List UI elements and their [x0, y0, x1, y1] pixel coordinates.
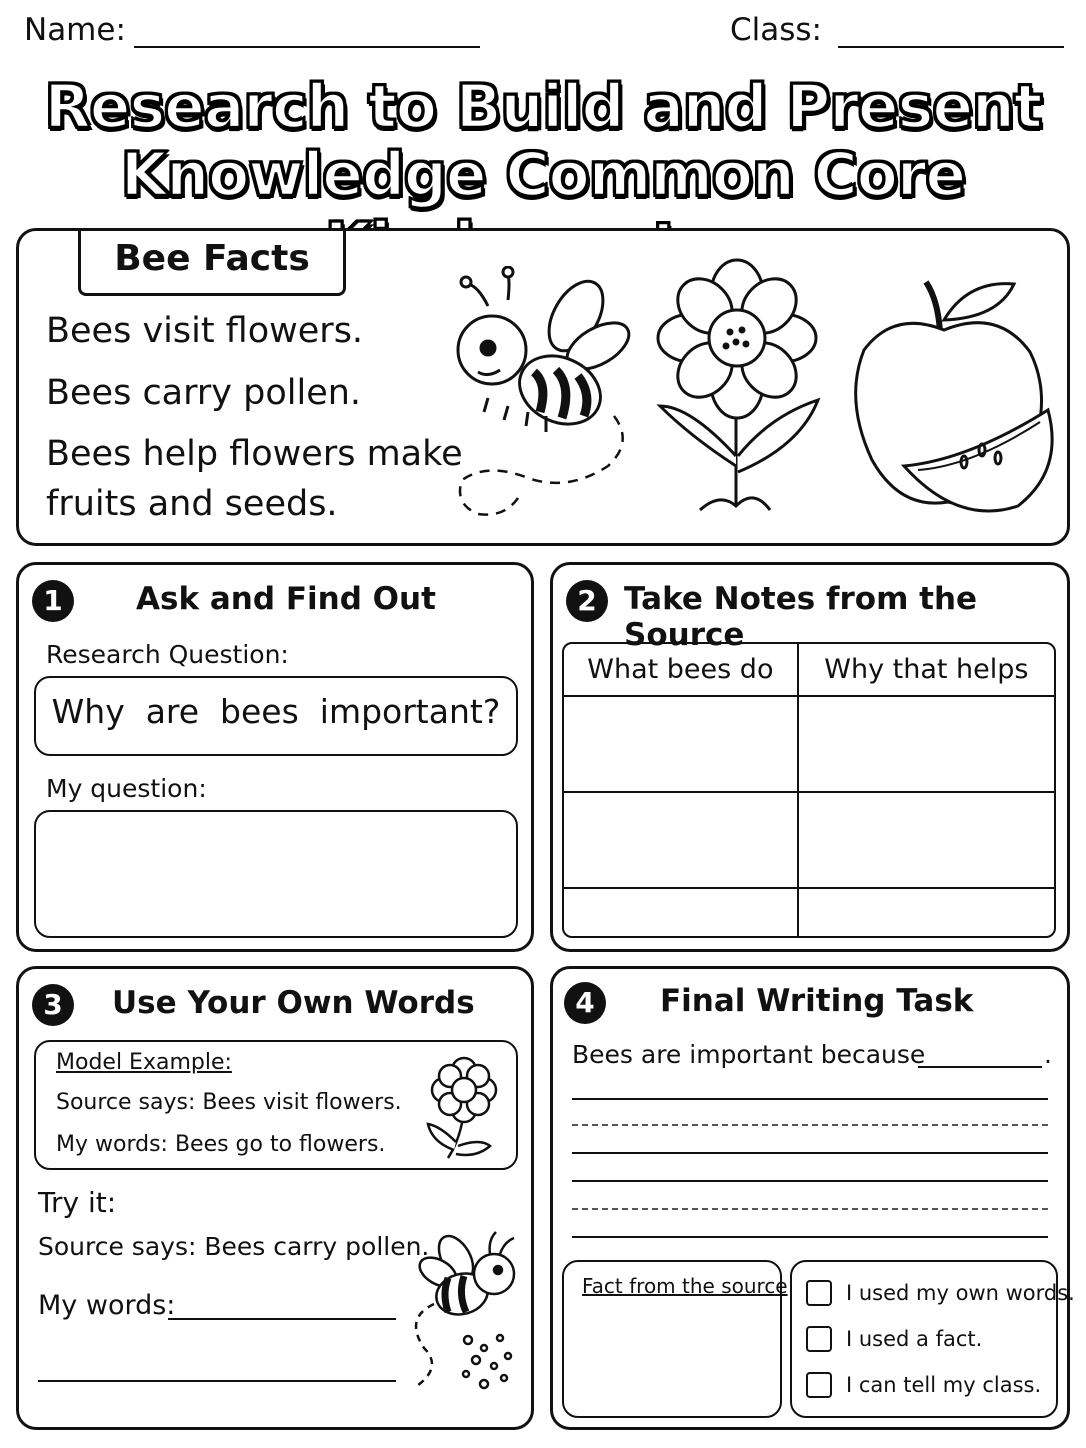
checkbox-used-fact[interactable]: [806, 1326, 832, 1352]
flower-icon: [650, 256, 825, 516]
research-question-label: Research Question:: [46, 640, 289, 669]
notes-cell[interactable]: [564, 696, 798, 792]
class-line[interactable]: [838, 46, 1064, 48]
section-1-title: Ask and Find Out: [136, 581, 436, 617]
section-2-number: 2: [566, 580, 608, 622]
name-label: Name:: [24, 12, 126, 48]
notes-header-what: What bees do: [564, 644, 798, 696]
checklist-item-3: I can tell my class.: [846, 1373, 1042, 1397]
page-title-line-2: Knowledge Common Core: [120, 140, 966, 210]
writing-line-4[interactable]: [572, 1236, 1048, 1238]
checkbox-own-words[interactable]: [806, 1280, 832, 1306]
fact-line-2: Bees carry pollen.: [46, 373, 362, 413]
notes-cell[interactable]: [798, 696, 1054, 792]
section-3-title: Use Your Own Words: [112, 985, 475, 1021]
section-4-number: 4: [564, 982, 606, 1024]
small-flower-icon: [420, 1054, 504, 1164]
fact-line-4: fruits and seeds.: [46, 484, 338, 524]
writing-dash-1: [572, 1124, 1048, 1126]
small-bee-icon: [404, 1228, 524, 1400]
my-question-input[interactable]: [34, 810, 518, 938]
section-4-title: Final Writing Task: [660, 983, 974, 1019]
section-3-number: 3: [32, 984, 74, 1026]
notes-header-why: Why that helps: [798, 644, 1054, 696]
model-words-text: My words: Bees go to flowers.: [56, 1132, 386, 1157]
try-source-text: Source says: Bees carry pollen.: [38, 1232, 430, 1261]
writing-prompt: Bees are important because: [572, 1040, 926, 1069]
research-question-text: Why are bees important?: [51, 692, 501, 731]
notes-table: [562, 642, 1056, 938]
notes-cell[interactable]: [564, 888, 798, 936]
notes-cell[interactable]: [564, 792, 798, 888]
checklist-item-1: I used my own words.: [846, 1281, 1075, 1305]
writing-line-3[interactable]: [572, 1180, 1048, 1182]
prompt-period: .: [1044, 1040, 1052, 1069]
my-words-label: My words:: [38, 1290, 176, 1321]
writing-line-2[interactable]: [572, 1152, 1048, 1154]
fact-line-3: Bees help flowers make: [46, 434, 463, 474]
page-title-line-1: Research to Build and Present: [44, 72, 1042, 142]
try-it-label: Try it:: [38, 1186, 117, 1219]
writing-dash-2: [572, 1208, 1048, 1210]
section-2-title: Take Notes from the Source: [624, 581, 978, 653]
writing-line-1[interactable]: [572, 1098, 1048, 1100]
my-words-line-2[interactable]: [38, 1380, 396, 1382]
model-example-label: Model Example:: [56, 1050, 232, 1075]
prompt-blank[interactable]: [918, 1066, 1042, 1068]
checkbox-tell-class[interactable]: [806, 1372, 832, 1398]
my-question-label: My question:: [46, 774, 207, 803]
apple-icon: [848, 270, 1058, 522]
fact-line-1: Bees visit flowers.: [46, 311, 364, 351]
my-words-line-1[interactable]: [168, 1318, 396, 1320]
bee-facts-tab: Bee Facts: [78, 228, 346, 296]
class-label: Class:: [730, 12, 823, 48]
section-1-number: 1: [32, 580, 74, 622]
notes-cell[interactable]: [798, 888, 1054, 936]
model-source-text: Source says: Bees visit flowers.: [56, 1090, 402, 1115]
checklist-item-2: I used a fact.: [846, 1327, 983, 1351]
fact-from-source-label: Fact from the source: [582, 1274, 788, 1298]
name-line[interactable]: [134, 46, 480, 48]
bee-icon: [448, 266, 638, 520]
notes-cell[interactable]: [798, 792, 1054, 888]
